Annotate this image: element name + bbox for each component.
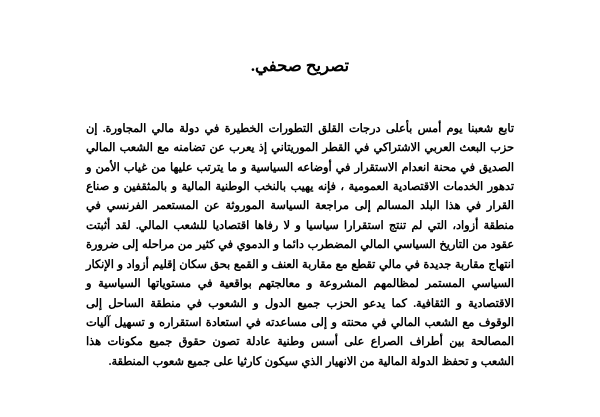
page-title: تصريح صحفي. xyxy=(250,56,350,75)
document-body xyxy=(0,76,600,372)
body-paragraph: تابع شعبنا يوم أمس بأعلى درجات القلق التطورات الخطيرة في دولة مالي المجاورة. إن حزب البعث العربي الاشتراكي في القطر الموريتاني إذ يعرب عن تضامنه مع الشعب المالي الصديق في محنة انعدام الاستقرار في أوضاعه السياسية و ما يترتب عليها من غياب الأمن و تدهور الخدمات الاقتصادية العمومية ، فإنه يهيب بالنخب الوطنية المالية و بالمثقفين و صناع القرار في هذا البلد المسالم إلى مراجعة السياسة الموروثة عن المستعمر الفرنسي في منطقة أزواد، التي لم تنتج استقرارا سياسيا و لا رفاها اقتصاديا للشعب المالي. لقد أثبتت عقود من التاريخ السياسي المالي المضطرب دائما و الدموي في كثير من مراحله إلى ضرورة انتهاج مقاربة جديدة في مالي تقطع مع مقاربة العنف و القمع بحق سكان إقليم أزواد و الإنكار السياسي المستمر لمظالمهم المشروعة و معالجتهم بواقعية في مستوياتها السياسية و الاقتصادية و الثقافية. كما يدعو الحزب جميع الدول و الشعوب في منطقة الساحل إلى الوقوف مع الشعب المالي في محنته و إلى مساعدته في استعادة استقراره و تسهيل آليات المصالحة بين أطراف الصراع على أسس وطنية عادلة تصون حقوق جميع مكونات هذا الشعب و تحفظ الدولة المالية من الانهيار الذي سيكون كارثيا على جميع شعوب المنطقة. xyxy=(86,122,514,368)
